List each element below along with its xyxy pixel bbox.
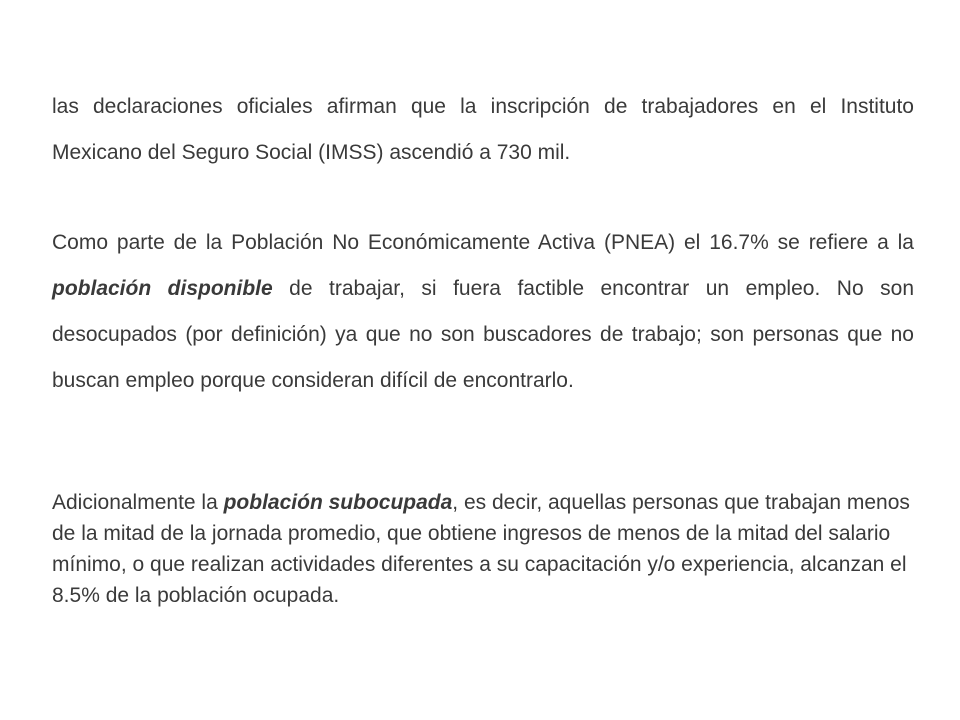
paragraph-subocupada-text-after: , es decir, aquellas personas que trabajan menos de la mitad de la jornada promedio, que obtiene ingresos de menos de la mitad del salario mínimo, o que realizan actividades diferentes a su capacitación y/o experiencia, alcanzan el 8.5% de la población ocupada. — [52, 491, 910, 607]
paragraph-imss — [52, 84, 914, 176]
paragraph-subocupada — [52, 487, 912, 611]
paragraph-pnea-text-before: Como parte de la Población No Económicamente Activa (PNEA) el 16.7% se refiere a la — [52, 231, 914, 254]
paragraph-pnea — [52, 220, 914, 404]
emphasis-poblacion-disponible: población disponible — [52, 277, 273, 300]
emphasis-poblacion-subocupada: población subocupada — [223, 491, 453, 514]
paragraph-imss-text: las declaraciones oficiales afirman que la inscripción de trabajadores en el Instituto Mexicano del Seguro Social (IMSS) ascendió a 730 mil. — [52, 95, 914, 164]
paragraph-subocupada-text-before: Adicionalmente la — [52, 491, 224, 514]
paragraph-pnea-text-after: de trabajar, si fuera factible encontrar un empleo. No son desocupados (por definición) ya que no son buscadores de trabajo; son personas que no buscan empleo porque consideran difícil de encontrarlo. — [52, 277, 915, 392]
